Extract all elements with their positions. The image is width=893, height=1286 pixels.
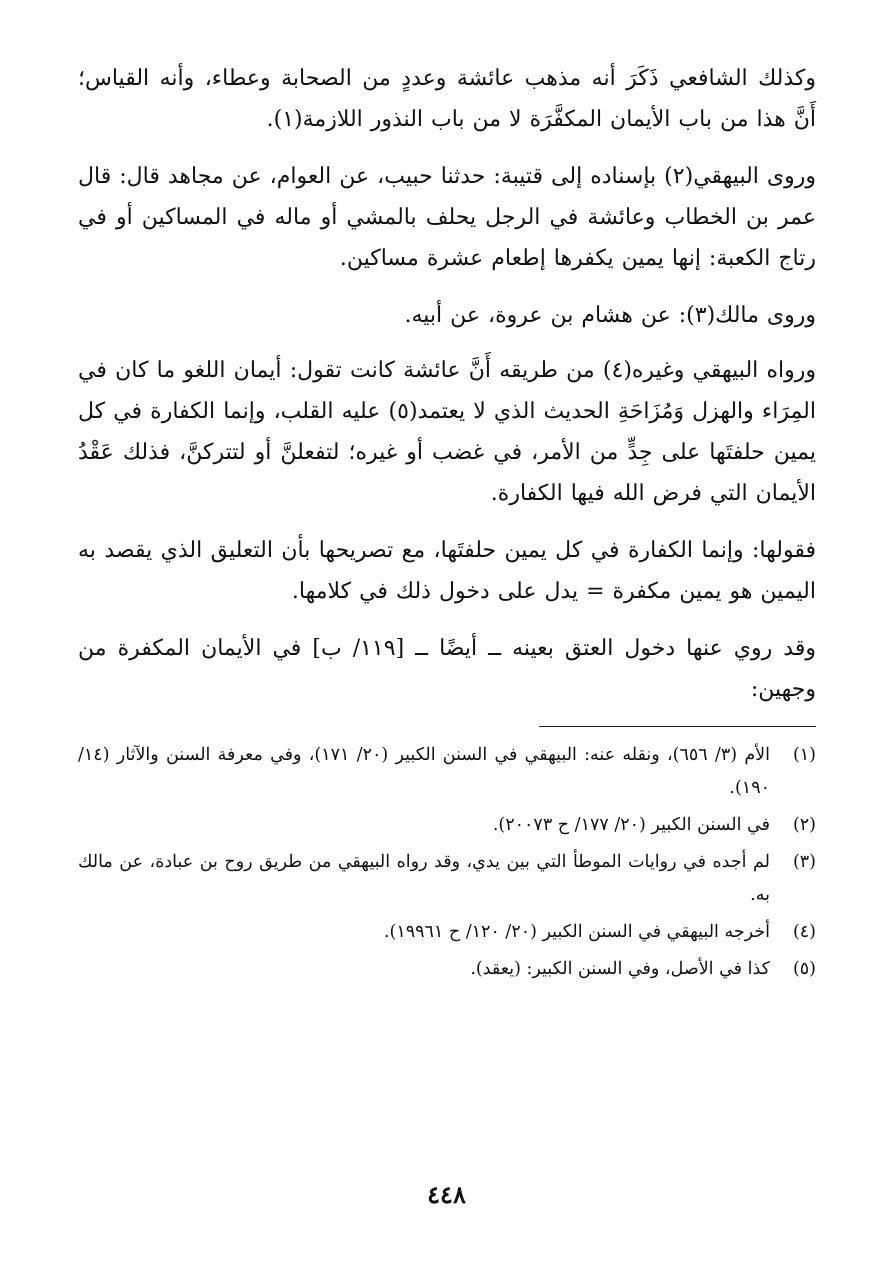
page-number: ٤٤٨ xyxy=(427,1180,466,1209)
footnote-item xyxy=(78,809,816,842)
footnote-number: (١) xyxy=(792,745,816,765)
footnote-number: (٤) xyxy=(792,922,816,942)
body-paragraph-5: فقولها: وإنما الكفارة في كل يمين حلفتَها، مع تصريحها بأن التعليق الذي يقصد به اليمين هو يمين مكفرة = يدل على دخول ذلك في كلامها. xyxy=(78,538,816,604)
footnote-number: (٥) xyxy=(792,959,816,979)
footnote-item xyxy=(78,916,816,949)
footnotes-section xyxy=(78,739,816,986)
body-paragraph-4: ورواه البيهقي وغيره(٤) من طريقه أَنَّ عائشة كانت تقول: أيمان اللغو ما كان في المِرَاء والهزل وَمُزَاحَةِ الحديث الذي لا يعتمد(٥) عليه القلب، وإنما الكفارة في كل يمين حلفتَها على جِدٍّ من الأمر، في غضب أو غيره؛ لتفعلنَّ أو لتتركنَّ، فذلك عَقْدُ الأيمان التي فرض الله فيها الكفارة. xyxy=(78,358,817,506)
footnote-text: لم أجده في روايات الموطأ التي بين يدي، وقد رواه البيهقي من طريق روح بن عبادة، عن مالك به. xyxy=(78,852,770,905)
footnote-item xyxy=(78,953,816,986)
footnote-text: الأم (٣/ ٦٥٦)، ونقله عنه: البيهقي في السنن الكبير (٢٠/ ١٧١)، وفي معرفة السنن والآثار (١٤/ ١٩٠). xyxy=(78,745,770,798)
footnote-item xyxy=(78,846,816,912)
body-paragraph-6: وقد روي عنها دخول العتق بعينه ــ أيضًا ــ [١١٩/ ب] في الأيمان المكفرة من وجهين: xyxy=(78,636,816,702)
footnote-text: في السنن الكبير (٢٠/ ١٧٧/ ح ٢٠٠٧٣). xyxy=(492,815,770,835)
body-paragraph-2: وروى البيهقي(٢) بإسناده إلى قتيبة: حدثنا حبيب، عن العوام، عن مجاهد قال: قال عمر بن الخطاب وعائشة في الرجل يحلف بالمشي أو ماله في المساكين أو في رتاج الكعبة: إنها يمين يكفرها إطعام عشرة مساكين. xyxy=(78,164,817,271)
body-paragraph-3: وروى مالك(٣): عن هشام بن عروة، عن أبيه. xyxy=(404,303,816,328)
footnote-text: أخرجه البيهقي في السنن الكبير (٢٠/ ١٢٠/ ح ١٩٩٦١). xyxy=(383,922,770,942)
footnote-number: (٢) xyxy=(792,815,816,835)
footnote-item xyxy=(78,739,816,805)
footnote-text: كذا في الأصل، وفي السنن الكبير: (يعقد). xyxy=(470,959,770,979)
footnote-divider xyxy=(539,726,816,727)
body-paragraph-1: وكذلك الشافعي ذَكَرَ أنه مذهب عائشة وعددٍ من الصحابة وعطاء، وأنه القياس؛ أَنَّ هذا من باب الأيمان المكفَّرَة لا من باب النذور اللازمة(١). xyxy=(78,66,816,132)
footnote-number: (٣) xyxy=(792,852,816,872)
book-page xyxy=(78,58,816,1258)
